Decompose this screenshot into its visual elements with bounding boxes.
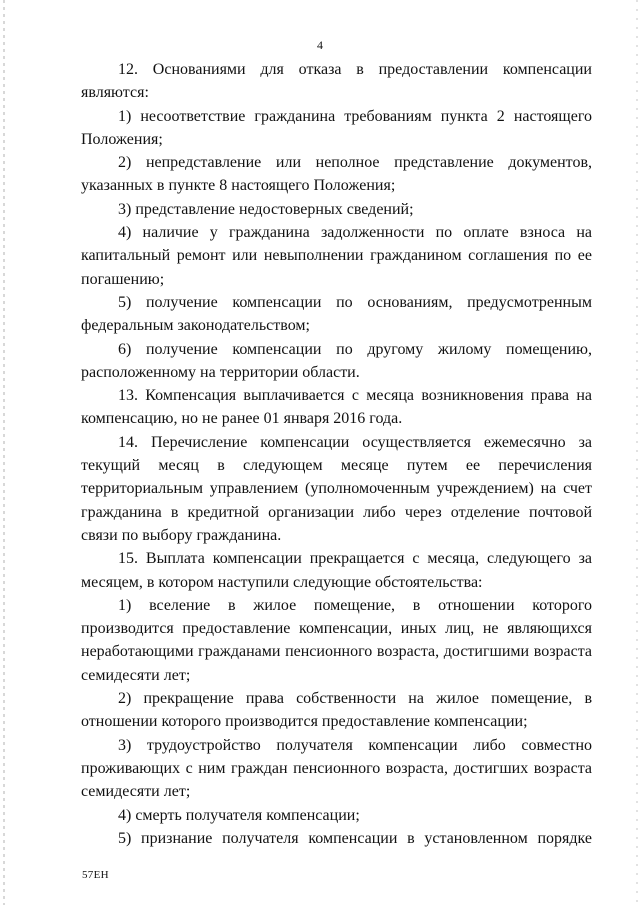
paragraph-13: 13. Компенсация выплачивается с месяца возникновения права на компенсацию, но не ранее 01 января 2016 года. [81, 387, 592, 428]
paragraph-12-item-2: 2) непредставление или неполное представление документов, указанных в пункте 8 настоящего Положения; [81, 154, 592, 195]
paragraph-12-item-4: 4) наличие у гражданина задолженности по оплате взноса на капитальный ремонт или невыполнении гражданином соглашения по ее погашению; [81, 224, 592, 288]
paragraph-12-item-6: 6) получение компенсации по другому жилому помещению, расположенному на территории области. [81, 340, 592, 381]
paragraph-15-item-5: 5) признание получателя компенсации в установленном порядке [118, 829, 592, 847]
paragraph-14: 14. Перечисление компенсации осуществляется ежемесячно за текущий месяц в следующем месяце путем ее перечисления территориальным управлением (уполномоченным учреждением) на счет гражданина в кредитной организации либо через отделение почтовой связи по выбору гражданина. [81, 433, 592, 544]
paragraph-12-item-5: 5) получение компенсации по основаниям, предусмотренным федеральным законодательством; [81, 293, 592, 335]
paragraph-12-refusal-grounds: 12. Основаниями для отказа в предоставлении компенсации являются: [81, 61, 592, 102]
paragraph-15-item-2: 2) прекращение права собственности на жилое помещение, в отношении которого производится предоставление компенсации; [81, 690, 592, 731]
paragraph-15-item-1: 1) вселение в жилое помещение, в отношении которого производится предоставление компенсации, иных лиц, не являющихся неработающими гражданами пенсионного возраста, достигшими возраста семидесяти лет; [81, 596, 592, 684]
footer-document-code: 57ЕН [82, 869, 109, 881]
paragraph-15-termination: 15. Выплата компенсации прекращается с месяца, следующего за месяцем, в котором наступили следующие обстоятельства: [81, 550, 592, 591]
paragraph-15-item-4: 4) смерть получателя компенсации; [118, 806, 360, 824]
paragraph-12-item-1: 1) несоответствие гражданина требованиям пункта 2 настоящего Положения; [81, 107, 592, 148]
page-number: 4 [317, 38, 323, 52]
document-body [81, 58, 592, 850]
scan-edge-left [3, 0, 5, 905]
paragraph-15-item-3: 3) трудоустройство получателя компенсации либо совместно проживающих с ним граждан пенсионного возраста, достигших возраста семидесяти лет; [81, 736, 592, 801]
paragraph-12-item-3: 3) представление недостоверных сведений; [118, 200, 414, 218]
scan-edge-right [636, 0, 638, 905]
